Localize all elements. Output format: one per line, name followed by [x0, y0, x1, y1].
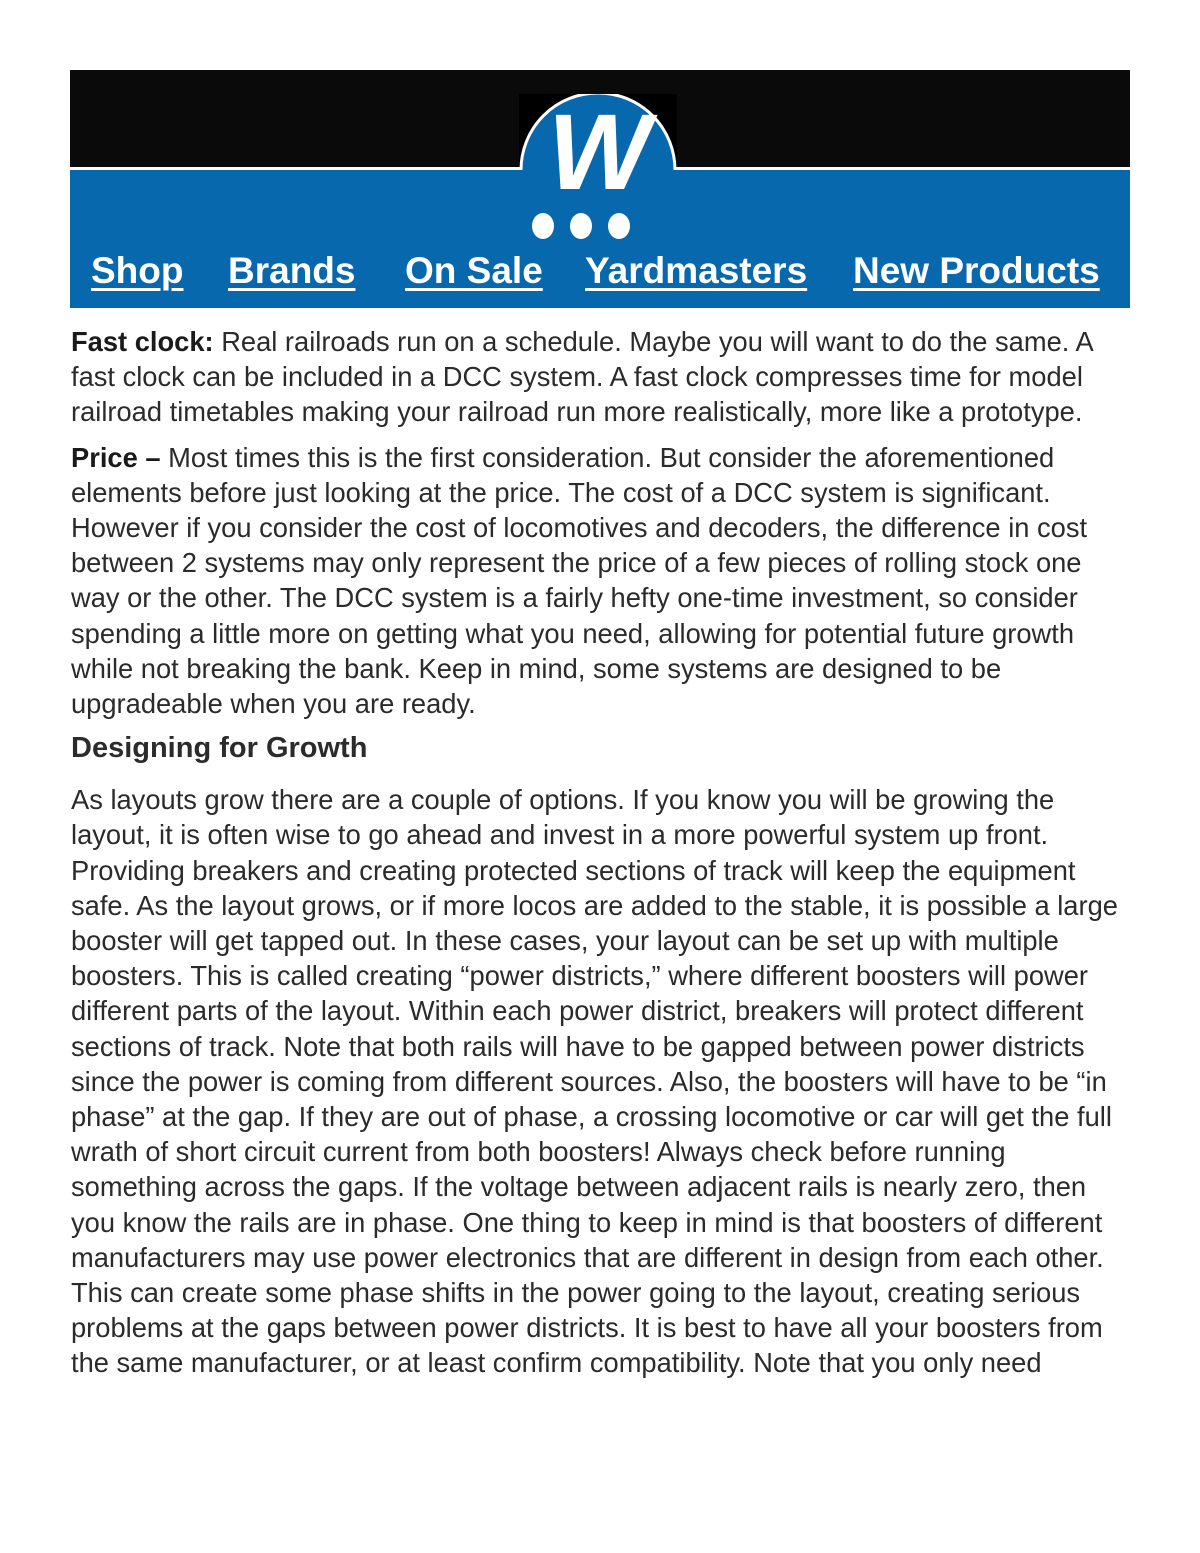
- price-text: Most times this is the first consideration. But consider the aforementioned elements before just looking at the price. The cost of a DCC system is significant. However if you consider the cost of locomotives and decoders, the difference in cost between 2 systems may only represent the price of a few pieces of rolling stock one way or the other. The DCC system is a fairly hefty one-time investment, so consider spending a little more on getting what you need, allowing for potential future growth while not breaking the bank. Keep in mind, some systems are designed to be upgradeable when you are ready.: [71, 441, 1088, 720]
- logo-dot-1: [532, 213, 554, 239]
- fast-clock-paragraph: [71, 324, 1133, 430]
- logo-letter: W: [548, 94, 650, 212]
- header-banner: [70, 70, 1130, 308]
- logo-dot-3: [608, 213, 630, 239]
- nav-link-new-products[interactable]: New Products: [853, 250, 1100, 291]
- brand-logo[interactable]: [519, 94, 677, 244]
- price-paragraph: [71, 440, 1133, 722]
- nav-link-yardmasters[interactable]: Yardmasters: [585, 250, 808, 291]
- nav-link-on-sale[interactable]: On Sale: [405, 250, 543, 291]
- growth-paragraph: As layouts grow there are a couple of options. If you know you will be growing the layout, it is often wise to go ahead and invest in a more powerful system up front. Providing breakers and creating protected sections of track will keep the equipment safe. As the layout grows, or if more locos are added to the stable, it is possible a large booster will get tapped out. In these cases, your layout can be set up with multiple boosters. This is called creating “power districts,” where different boosters will power different parts of the layout. Within each power district, breakers will protect different sections of track. Note that both rails will have to be gapped between power districts since the power is coming from different sources. Also, the boosters will have to be “in phase” at the gap. If they are out of phase, a crossing locomotive or car will get the full wrath of short circuit current from both boosters! Always check before running something across the gaps. If the voltage between adjacent rails is nearly zero, then you know the rails are in phase. One thing to keep in mind is that boosters of different manufacturers may use power electronics that are different in design from each other. This can create some phase shifts in the power going to the layout, creating serious problems at the gaps between power districts. It is best to have all your boosters from the same manufacturer, or at least confirm compatibility. Note that you only need: [71, 784, 1118, 1379]
- logo-dot-2: [570, 213, 592, 239]
- price-term: Price –: [71, 441, 161, 473]
- fast-clock-term: Fast clock:: [71, 326, 214, 357]
- section-heading-growth: Designing for Growth: [71, 732, 368, 765]
- nav-link-shop[interactable]: Shop: [91, 250, 184, 291]
- article-body: [71, 324, 1133, 1381]
- nav-link-brands[interactable]: Brands: [228, 250, 356, 291]
- main-nav: [70, 248, 1130, 296]
- fast-clock-text: Real railroads run on a schedule. Maybe you will want to do the same. A fast clock can be included in a DCC system. A fast clock compresses time for model railroad timetables making your railroad run more realistically, more like a prototype.: [71, 326, 1093, 428]
